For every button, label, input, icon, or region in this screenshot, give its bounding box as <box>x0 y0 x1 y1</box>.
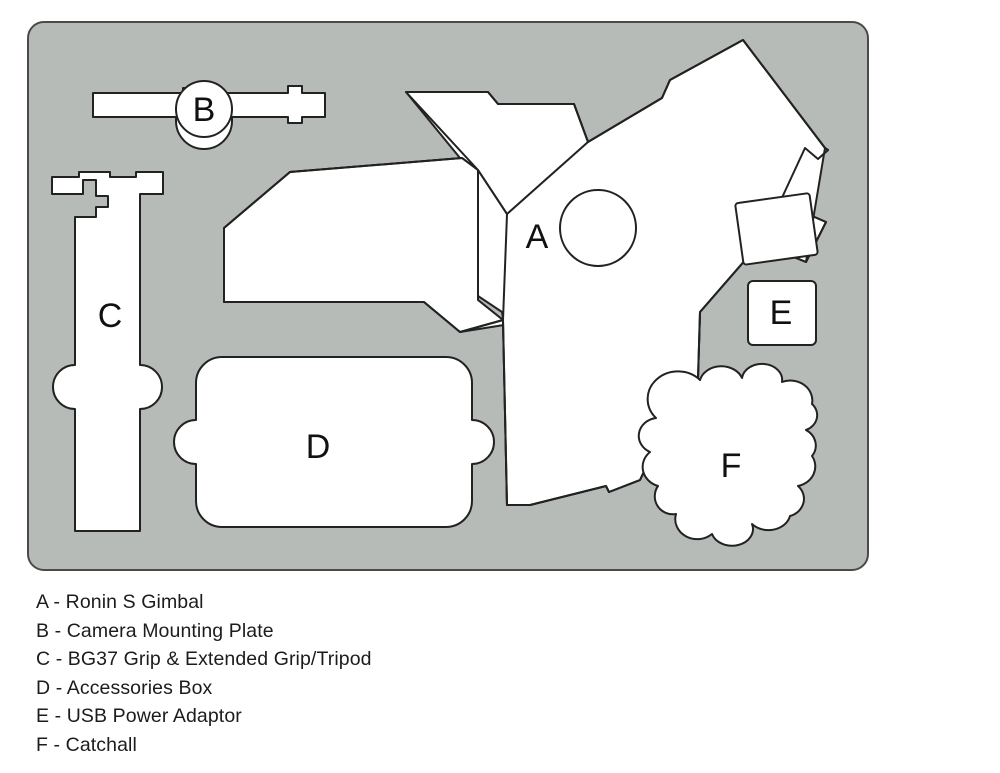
legend-item: A - Ronin S Gimbal <box>36 591 204 613</box>
cutout-label-a: A <box>525 218 549 256</box>
cutout-a-accessory-slot <box>735 193 818 265</box>
cutout-shape-d <box>174 357 494 527</box>
cutout-label-f: F <box>720 447 742 485</box>
legend-item: F - Catchall <box>36 733 137 756</box>
cutout-a-motor-hole <box>560 190 636 266</box>
cutout-label-b: B <box>192 91 216 129</box>
cutout-label-e: E <box>769 294 793 332</box>
legend-item: C - BG37 Grip & Extended Grip/Tripod <box>36 648 372 671</box>
legend-item: D - Accessories Box <box>36 676 213 699</box>
cutout-label-c: C <box>97 297 123 335</box>
cutout-label-d: D <box>305 428 331 466</box>
legend <box>36 588 636 760</box>
legend-item: B - Camera Mounting Plate <box>36 619 274 642</box>
legend-item: E - USB Power Adaptor <box>36 705 242 728</box>
